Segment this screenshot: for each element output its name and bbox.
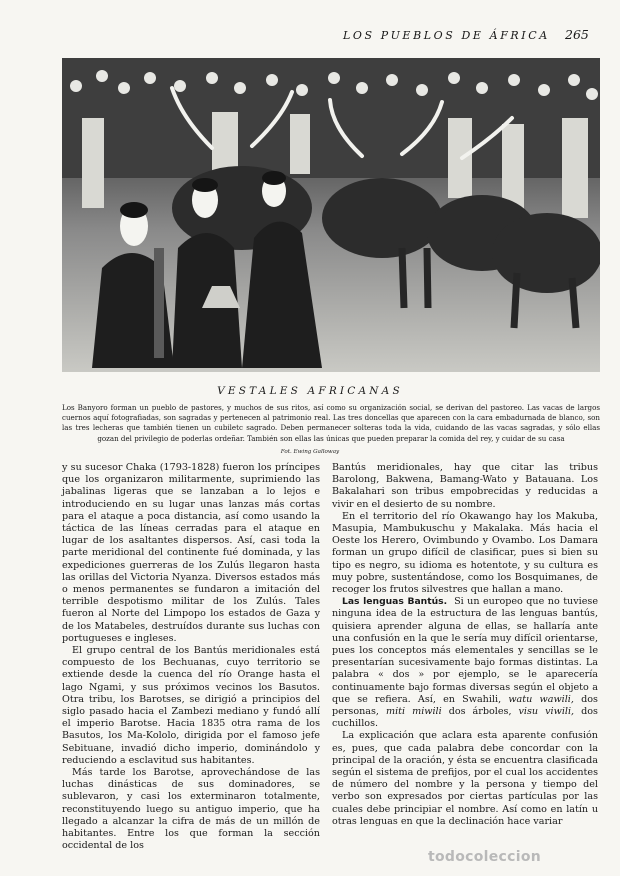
left-paragraph-2: El grupo central de los Bantús meridionales está compuesto de los Bechuanas, cuyo territorio se extiende desde la cuenca del río Orange hasta el lago Ngami, y sus próximos vecinos los Basutos. Otra tribu, los Barotses, se dirigió a principios del siglo pasado hacia el Zambezi mediano y fundó allí el imperio Barotse. Hacia 1835 otra rama de los Basutos, los Ma-Kololo, dirigida por el famoso jefe Sebituane, invadió dicho imperio, dominándolo y reduciendo a esclavitud sus habitantes. [62,645,320,766]
meaning-2: dos árboles, [448,706,512,718]
right-paragraph-1: Bantús meridionales, hay que citar las tribus Barolong, Bakwena, Bamang-Wato y Batauana. Los Bakalahari son tribus empobrecidas y reducidas a vivir en el desierto de su nombre. [332,462,598,510]
left-paragraph-3: Más tarde los Barotse, aprovechándose de las luchas dinásticas de sus dominadores, se sublevaron, y casi los exterminaron totalmente, reconstituyendo luego su antiguo imperio, que ha llegado a alcanzar la cifra de más de un millón de habitantes. Entre los que forman la sección occidental de los [62,767,320,852]
right-paragraph-3-text: Si un europeo que no tuviese ninguna idea de la estructura de las lenguas bantús, quisiera aprender alguna de ellas, se hallaría ante una confusión en la que le sería muy difícil orientarse, pues los conceptos más elementales y sencillas se le presentarían sucesivamente bajo formas distintas. La palabra « dos » por ejemplo, se le aparecería continuamente bajo formas diversas según el objeto a que se refiera. Así, en Swahili, [332,596,598,705]
photo-vestales-africanas [62,58,600,372]
section-heading: Las lenguas Bantús. [342,596,448,608]
caption-text: Los Banyoro forman un pueblo de pastores, y muchos de sus ritos, así como su organización social, se derivan del pastoreo. Las vacas de largos cuernos aquí fotografiadas, son sagradas y pertenecen al patrimonio real. Las tres doncellas que aparecen con la cara embadurnada de blanco, son las tres lecheras que también tienen un cubiletc sagrado. Deben permanecer solteras toda la vida, cuidando de las vacas sagradas, y sólo ellas gozan del privilegio de poderlas ordeñar. También son ellas las únicas que pueden preparar la comida del rey, y cuidar de su casa [62,403,600,443]
example-1: watu wawili, [508,693,574,705]
left-column [62,462,320,853]
example-3: visu viwili, [518,706,575,718]
right-paragraph-3 [332,596,598,730]
meaning-1: dos personas, [332,693,598,718]
photo-credit: Fot. Ewing Galloway [280,449,340,455]
caption-title: VESTALES AFRICANAS [217,385,403,397]
running-title: LOS PUEBLOS DE ÁFRICA [343,29,550,42]
page-number: 265 [565,27,589,42]
right-paragraph-4: La explicación que aclara esta aparente confusión es, pues, que cada palabra debe concordar con la principal de la oración, y ésta se encuentra clasificada según el sistema de prefijos, por el cual los accidentes de número del nombre y la persona y tiempo del verbo son expresados por ciertas partículas por las cuales debe principiar el nombre. Así como en latín u otras lenguas en que la declinación hace variar [332,730,598,827]
watermark: todocoleccion [428,849,542,865]
left-paragraph-1: y su sucesor Chaka (1793-1828) fueron los príncipes que los organizaron militarmente, suprimiendo las jabalinas ligeras que se lanzaban a lo lejos e introduciendo en su lugar unas lanzas más cortas para el ataque a poca distancia, así como usando la táctica de las líneas cerradas para el ataque en lugar de los asaltantes dispersos. Así, casi toda la parte meridional del continente fué dominada, y las expediciones guerreras de los Zulús llegaron hasta las orillas del Victoria Nyanza. Diversos estados más o menos permanentes se fundaron a imitación del terrible despotismo militar de los Zulús. Tales fueron al Norte del Limpopo los estados de Gaza y de los Matabeles, destruídos durante sus luchas con portugueses e ingleses. [62,462,320,644]
example-2: miti miwili [386,706,442,718]
meaning-3: dos cuchillos. [332,706,598,730]
right-column [332,462,598,828]
running-header [0,26,620,46]
right-paragraph-2: En el territorio del río Okawango hay los Makuba, Masupia, Mambukuschu y Makalaka. Más hacia el Oeste los Herero, Ovimbundo y Ovambo. Los Damara forman un grupo difícil de clasificar, pues si bien su tipo es negro, su idioma es hotentote, y su cultura es muy pobre, sustentándose, como los Bosquimanes, de recoger los frutos silvestres que hallan a mano. [332,510,598,596]
